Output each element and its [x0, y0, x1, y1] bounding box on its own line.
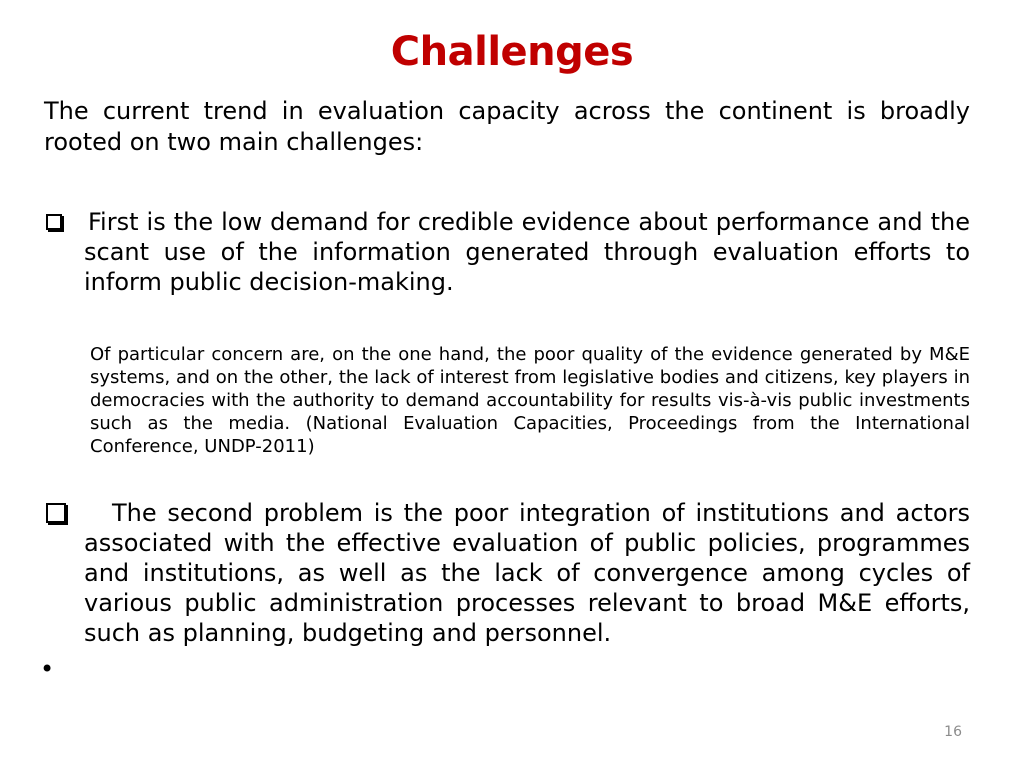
quote-paragraph: Of particular concern are, on the one hand, the poor quality of the evidence generated by M&E systems, and on the other, the lack of interest from legislative bodies and citizens, key players in democracies with the authority to demand accountability for results vis-à-vis public investments such as the media. (National Evaluation Capacities, Proceedings from the International Conference, UNDP-2011) — [90, 344, 970, 457]
bullet-item-1 — [44, 207, 970, 297]
bullet-item-2 — [44, 498, 970, 648]
bullet-text-2: The second problem is the poor integration of institutions and actors associated with the effective evaluation of public policies, programmes and institutions, as well as the lack of convergence among cycles of various public administration processes relevant to broad M&E efforts, such as planning, budgeting and personnel. — [84, 499, 970, 647]
empty-bullet: • — [40, 655, 55, 683]
page-number: 16 — [944, 724, 962, 740]
intro-paragraph: The current trend in evaluation capacity across the continent is broadly rooted on two main challenges: — [44, 97, 970, 156]
checkbox-bullet-icon — [46, 214, 62, 230]
bullet-text-1: First is the low demand for credible evidence about performance and the scant use of the information generated through evaluation efforts to inform public decision-making. — [84, 208, 970, 296]
slide-title: Challenges — [390, 29, 634, 75]
checkbox-bullet-icon — [46, 503, 66, 523]
